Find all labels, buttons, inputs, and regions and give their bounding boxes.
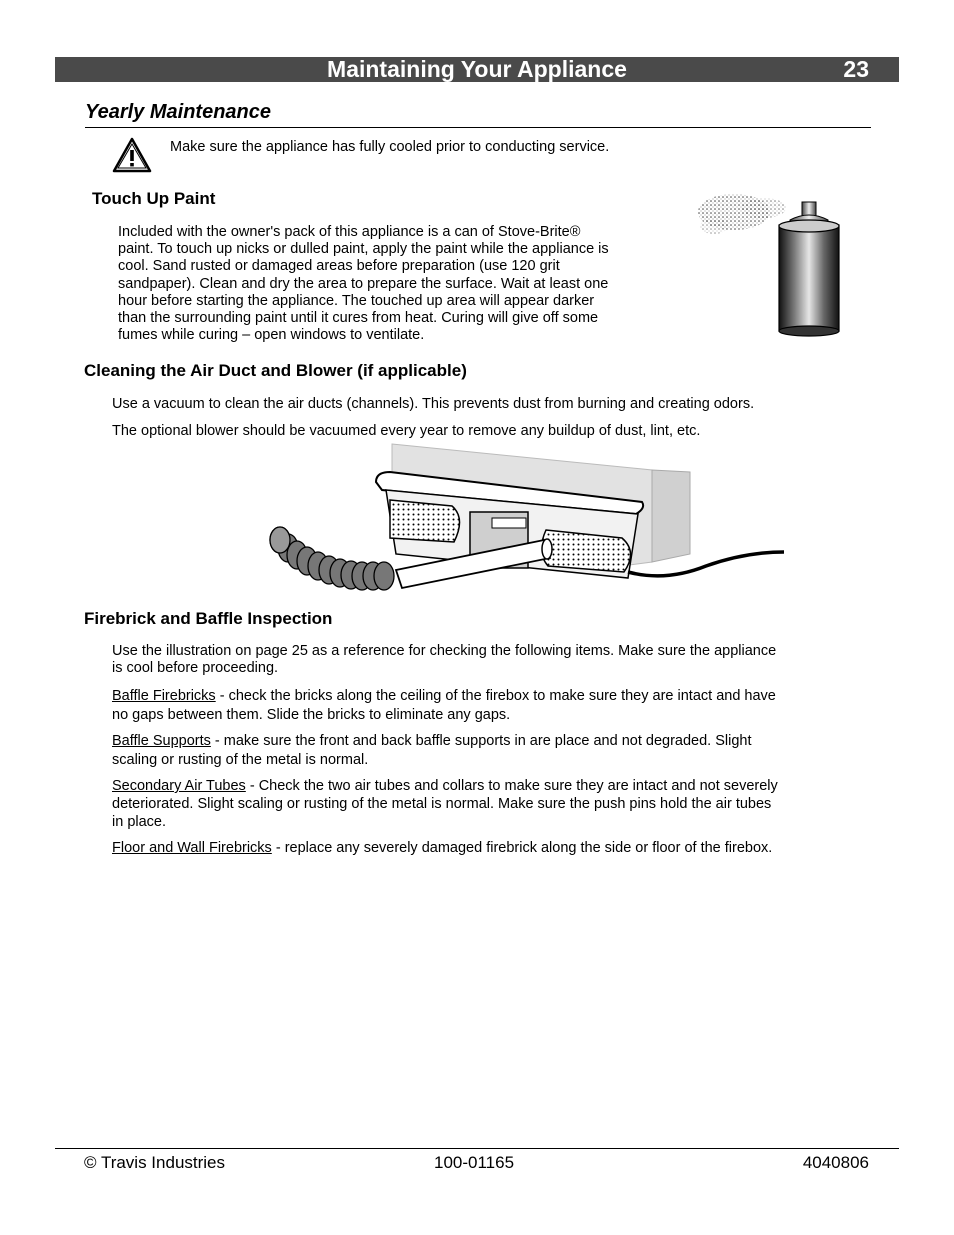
warning-triangle-icon <box>112 137 152 173</box>
inspection-item-floor-wall-firebricks <box>112 840 772 857</box>
spray-mist <box>698 194 786 234</box>
text-line <box>112 687 776 706</box>
text-line: deteriorated. Slight scaling or rusting of the metal is normal. Make sure the push pins hold the air tubes <box>112 796 772 813</box>
inspection-item-baffle-supports <box>112 732 752 769</box>
text-line <box>112 777 778 795</box>
inspection-item-secondary-air-tubes <box>112 777 778 832</box>
text-line: hour before starting the appliance. The touched up area will appear darker <box>118 292 595 309</box>
text-line: sandpaper). Clean and dry the area to prepare the surface. Wait at least one <box>118 275 609 292</box>
air-duct-heading: Cleaning the Air Duct and Blower (if applicable) <box>84 361 467 380</box>
text-line: than the surrounding paint until it cures from heat. Curing will give off some <box>118 310 599 327</box>
text-line: scaling or rusting of the metal is normal. <box>112 751 369 768</box>
section-divider <box>85 127 871 128</box>
footer-divider <box>55 1148 899 1149</box>
firebrick-heading: Firebrick and Baffle Inspection <box>84 609 333 628</box>
page-title: Maintaining Your Appliance <box>327 56 627 82</box>
item-term: Baffle Supports <box>112 733 211 749</box>
spray-paint-can-illustration <box>694 188 844 340</box>
text-line: Use the illustration on page 25 as a reference for checking the following items. Make sure the appliance <box>112 643 777 659</box>
item-term: Secondary Air Tubes <box>112 778 246 794</box>
footer-copyright: © Travis Industries <box>84 1153 226 1172</box>
firebrick-intro <box>112 643 776 677</box>
inspection-item-baffle-firebricks <box>112 687 776 724</box>
section-title: Yearly Maintenance <box>85 101 272 123</box>
footer-doc-number: 100-01165 <box>434 1153 515 1172</box>
page-header-bar <box>55 57 899 82</box>
item-text: - Check the two air tubes and collars to make sure they are intact and not severely <box>245 778 778 794</box>
air-duct-text-1: Use a vacuum to clean the air ducts (channels). This prevents dust from burning and creating odors. <box>112 396 755 412</box>
text-line: fumes while curing – open windows to ventilate. <box>118 327 425 344</box>
footer-code: 4040806 <box>802 1153 869 1172</box>
vacuum-hose-air-duct-illustration <box>266 442 786 592</box>
item-text: - check the bricks along the ceiling of the firebox to make sure they are intact and have <box>215 688 776 704</box>
touch-up-paint-text <box>118 224 609 344</box>
item-text: - replace any severely damaged firebrick along the side or floor of the firebox. <box>271 840 773 856</box>
touch-up-paint-heading: Touch Up Paint <box>92 189 216 208</box>
text-line: in place. <box>112 814 167 831</box>
text-line: no gaps between them. Slide the bricks to eliminate any gaps. <box>112 706 511 723</box>
text-line: cool. Sand rusted or damaged areas before preparation (use 120 grit <box>118 258 560 275</box>
text-line: paint. To touch up nicks or dulled paint, apply the paint while the appliance is <box>118 241 609 258</box>
text-line: Included with the owner's pack of this appliance is a can of Stove-Brite® <box>118 224 581 240</box>
air-duct-text-2: The optional blower should be vacuumed every year to remove any buildup of dust, lint, etc. <box>112 423 701 439</box>
item-term: Floor and Wall Firebricks <box>112 840 272 856</box>
text-line: is cool before proceeding. <box>112 660 279 677</box>
text-line <box>112 732 752 751</box>
warning-text: Make sure the appliance has fully cooled prior to conducting service. <box>170 139 610 155</box>
page-number: 23 <box>843 56 869 82</box>
text-line <box>112 840 772 857</box>
item-term: Baffle Firebricks <box>112 688 216 704</box>
item-text: - make sure the front and back baffle supports in are place and not degraded. Slight <box>210 733 752 749</box>
